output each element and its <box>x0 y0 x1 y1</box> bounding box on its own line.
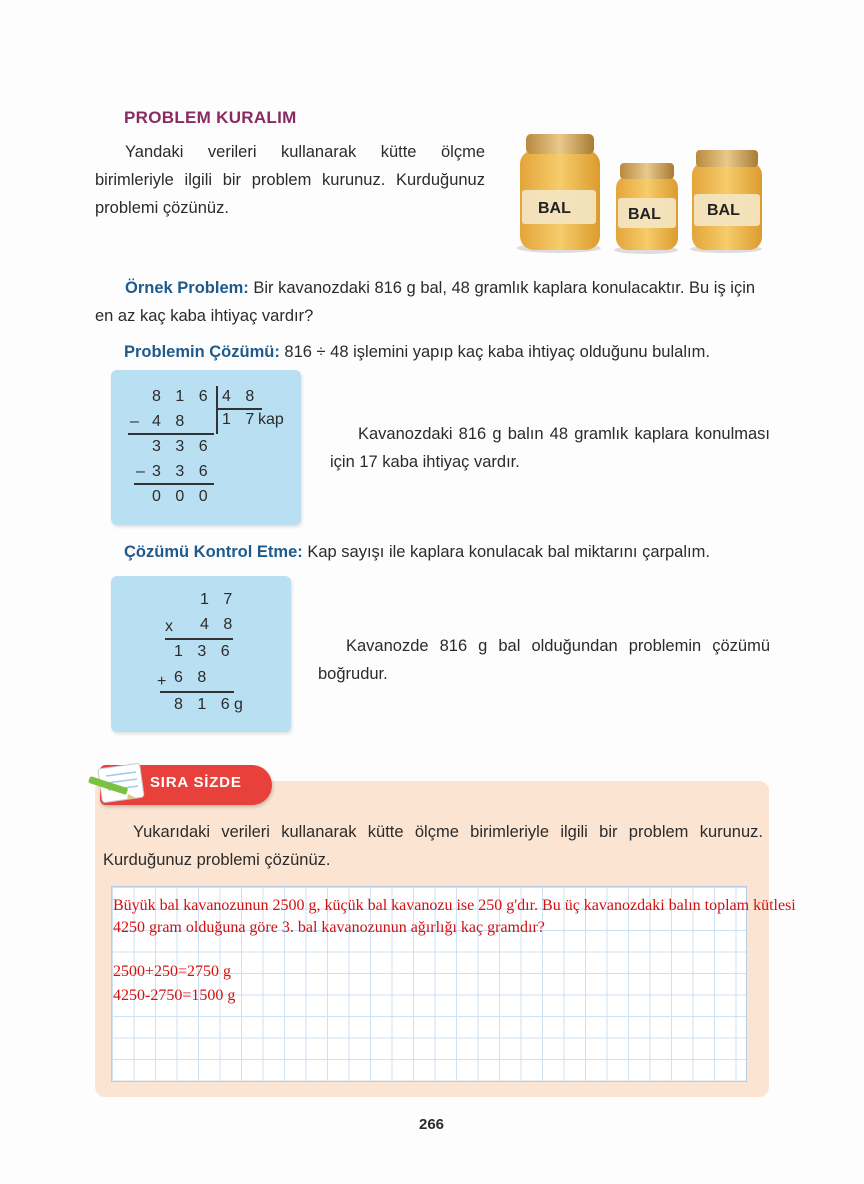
mult-result-unit: g <box>234 696 243 713</box>
page-number: 266 <box>419 1116 445 1133</box>
solution-line <box>124 338 710 366</box>
example-label: Örnek Problem: <box>125 279 249 297</box>
division-divisor-line <box>218 408 262 410</box>
division-quotient-unit: kap <box>258 411 284 428</box>
honey-jars-illustration <box>512 128 768 256</box>
check-line <box>124 538 710 566</box>
division-vertical-line <box>216 386 218 434</box>
small-jar-label: BAL <box>628 206 661 223</box>
check-label: Çözümü Kontrol Etme: <box>124 543 303 561</box>
division-final: 0 0 0 <box>152 488 213 505</box>
large-jar-label: BAL <box>538 200 571 217</box>
mult-rule-1 <box>165 638 233 640</box>
check-explanation: Kavanozde 816 g bal olduğundan problemin çözümü boğrudur. <box>318 637 770 683</box>
division-rule-2 <box>134 483 214 485</box>
example-text: Bir kavanozdaki 816 g bal, 48 gramlık kaplara konulacaktır. Bu iş için en az kaç kaba ihtiyaç vardır? <box>95 279 756 325</box>
division-subtrahend-1: 4 8 <box>152 413 190 430</box>
mult-rule-2 <box>160 691 234 693</box>
medium-jar-label: BAL <box>707 202 740 219</box>
answer-step-2: 4250-2750=1500 g <box>113 987 236 1004</box>
division-remainder-1: 3 3 6 <box>152 438 213 455</box>
mult-plus: + <box>157 673 172 690</box>
answer-problem-text: Büyük bal kavanozunun 2500 g, küçük bal kavanozu ise 250 g'dır. Bu üç kavanozdaki balın toplam kütlesi 4250 gram olduğuna göre 3. bal kavanozunun ağırlığı kaç gramdır? <box>113 897 796 936</box>
solution-label: Problemin Çözümü: <box>124 343 280 361</box>
large-jar <box>517 134 601 253</box>
intro-text: Yandaki verileri kullanarak kütte ölçme birimleriyle ilgili bir problem kurunuz. Kurduğunuz problemi çözünüz. <box>95 143 485 217</box>
mult-result: 8 1 6 <box>174 696 235 713</box>
answer-step-1: 2500+250=2750 g <box>113 963 232 980</box>
division-subtrahend-2: 3 3 6 <box>152 463 213 480</box>
mult-partial-1: 1 3 6 <box>174 643 235 660</box>
division-explanation: Kavanozdaki 816 g balın 48 gramlık kaplara konulması için 17 kaba ihtiyaç vardır. <box>330 425 770 471</box>
solution-text: 816 ÷ 48 işlemini yapıp kaç kaba ihtiyaç olduğunu bulalım. <box>279 343 710 361</box>
mult-factor-1: 1 7 <box>200 591 238 608</box>
division-minus-2: – <box>136 463 150 480</box>
example-problem <box>95 274 775 330</box>
sira-sizde-label: SIRA SİZDE <box>150 774 242 791</box>
sira-sizde-instruction: Yukarıdaki verileri kullanarak kütte ölçme birimleriyle ilgili bir problem kurunuz. Kurduğunuz problemi çözünüz. <box>103 823 763 869</box>
mult-partial-2: 6 8 <box>174 669 212 686</box>
division-dividend: 8 1 6 <box>152 388 213 405</box>
division-divisor: 4 8 <box>222 388 260 405</box>
division-minus-1: – <box>130 413 144 430</box>
division-quotient: 1 7 <box>222 411 260 428</box>
mult-factor-2: 4 8 <box>200 616 238 633</box>
notebook-pencil-icon <box>86 762 148 806</box>
division-rule-1 <box>128 433 214 435</box>
mult-operator: x <box>165 618 178 635</box>
section-title: PROBLEM KURALIM <box>124 108 297 127</box>
check-text: Kap sayışı ile kaplara konulacak bal miktarını çarpalım. <box>302 543 710 561</box>
